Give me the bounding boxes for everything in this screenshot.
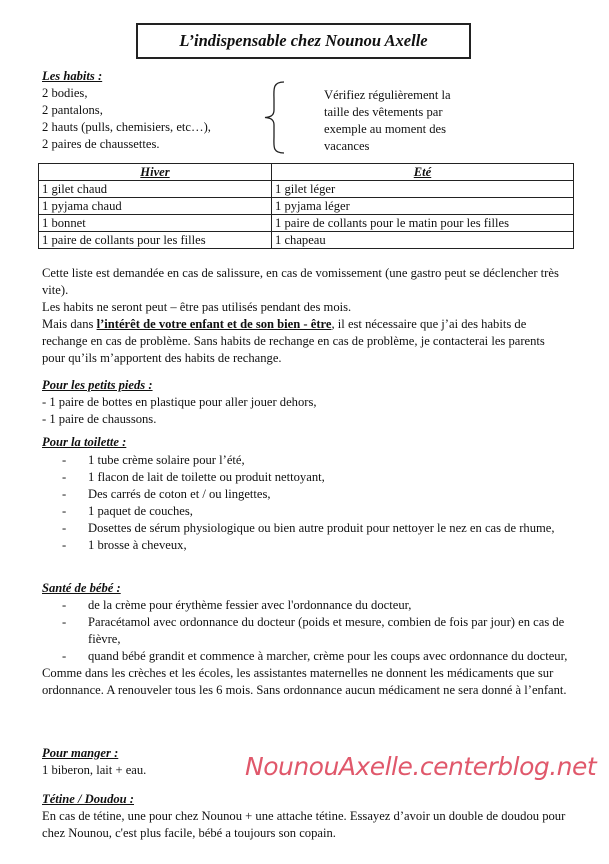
habits-item: 2 pantalons, — [42, 103, 103, 117]
column-header-hiver: Hiver — [39, 164, 272, 181]
habits-item: 2 bodies, — [42, 86, 88, 100]
pieds-heading: Pour les petits pieds : — [42, 378, 153, 392]
intro-text: Mais dans — [42, 317, 97, 331]
table-cell: 1 gilet léger — [272, 181, 574, 198]
intro-paragraph: Les habits ne seront peut – être pas utilisés pendant des mois. — [42, 300, 352, 314]
pieds-item: - 1 paire de chaussons. — [42, 412, 157, 426]
table-cell: 1 gilet chaud — [39, 181, 272, 198]
manger-heading: Pour manger : — [42, 746, 119, 760]
list-item: - Des carrés de coton et / ou lingettes, — [42, 486, 570, 503]
table-row — [39, 232, 574, 249]
list-item: - 1 tube crème solaire pour l’été, — [42, 452, 570, 469]
intro-paragraph — [42, 316, 570, 367]
pieds-section — [42, 377, 570, 428]
habits-heading: Les habits : — [42, 69, 103, 83]
tetine-heading: Tétine / Doudou : — [42, 792, 135, 806]
habits-item: 2 paires de chaussettes. — [42, 137, 160, 151]
list-item: - Dosettes de sérum physiologique ou bien autre produit pour nettoyer le nez en cas de rhume, — [42, 520, 570, 537]
habits-section — [42, 68, 211, 153]
tetine-section — [42, 791, 570, 842]
table-cell: 1 pyjama chaud — [39, 198, 272, 215]
toilette-heading: Pour la toilette : — [42, 435, 127, 449]
table-cell: 1 paire de collants pour le matin pour les filles — [272, 215, 574, 232]
toilette-section — [42, 434, 570, 554]
manger-text: 1 biberon, lait + eau. — [42, 763, 147, 777]
table-cell: 1 bonnet — [39, 215, 272, 232]
tetine-text: En cas de tétine, une pour chez Nounou + une attache tétine. Essayez d’avoir un double de doudou pour chez Nounou, c'est plus facile, bébé a toujours son copain. — [42, 809, 566, 840]
habits-item: 2 hauts (pulls, chemisiers, etc…), — [42, 120, 211, 134]
curly-brace-icon — [262, 80, 292, 155]
table-cell: 1 paire de collants pour les filles — [39, 232, 272, 249]
intro-emphasis: l’intérêt de votre enfant et de son bien - être — [96, 317, 332, 331]
list-item: - de la crème pour érythème fessier avec l'ordonnance du docteur, — [42, 597, 570, 614]
table-cell: 1 chapeau — [272, 232, 574, 249]
sante-note: Comme dans les crèches et les écoles, les assistantes maternelles ne donnent les médicaments que sur ordonnance. A renouveler tous les 6 mois. Sans ordonnance aucun médicament ne sera donné à l’enfant. — [42, 666, 567, 697]
table-row — [39, 181, 574, 198]
clothes-table — [38, 163, 574, 249]
table-row — [39, 198, 574, 215]
sante-heading: Santé de bébé : — [42, 581, 121, 595]
list-item: - 1 flacon de lait de toilette ou produit nettoyant, — [42, 469, 570, 486]
habits-note-line: exemple au moment des — [324, 122, 447, 136]
list-item: - 1 brosse à cheveux, — [42, 537, 570, 554]
intro-text: , il est nécessaire que j’ai des habits de rechange en cas de problème. Sans habits de rechange en cas de problème, je contacterai les parents pour qu’ils m’apportent des habits de rechange. — [42, 317, 545, 365]
habits-note-line: vacances — [324, 139, 370, 153]
habits-note-line: Vérifiez régulièrement la — [324, 88, 451, 102]
page-title: L’indispensable chez Nounou Axelle — [136, 23, 471, 59]
table-header-row — [39, 164, 574, 181]
list-item: - quand bébé grandit et commence à marcher, crème pour les coups avec ordonnance du docteur, — [42, 648, 570, 665]
list-item: - Paracétamol avec ordonnance du docteur (poids et mesure, combien de fois par jour) en cas de fièvre, — [42, 614, 570, 648]
intro-paragraph: Cette liste est demandée en cas de salissure, en cas de vomissement (une gastro peut se déclencher très vite). — [42, 266, 559, 297]
watermark: NounouAxelle.centerblog.net — [245, 752, 597, 781]
habits-note — [324, 87, 451, 155]
sante-section — [42, 580, 570, 699]
table-cell: 1 pyjama léger — [272, 198, 574, 215]
pieds-item: - 1 paire de bottes en plastique pour aller jouer dehors, — [42, 395, 317, 409]
habits-note-line: taille des vêtements par — [324, 105, 443, 119]
list-item: - 1 paquet de couches, — [42, 503, 570, 520]
table-row — [39, 215, 574, 232]
column-header-ete: Eté — [272, 164, 574, 181]
intro-section — [42, 265, 570, 367]
